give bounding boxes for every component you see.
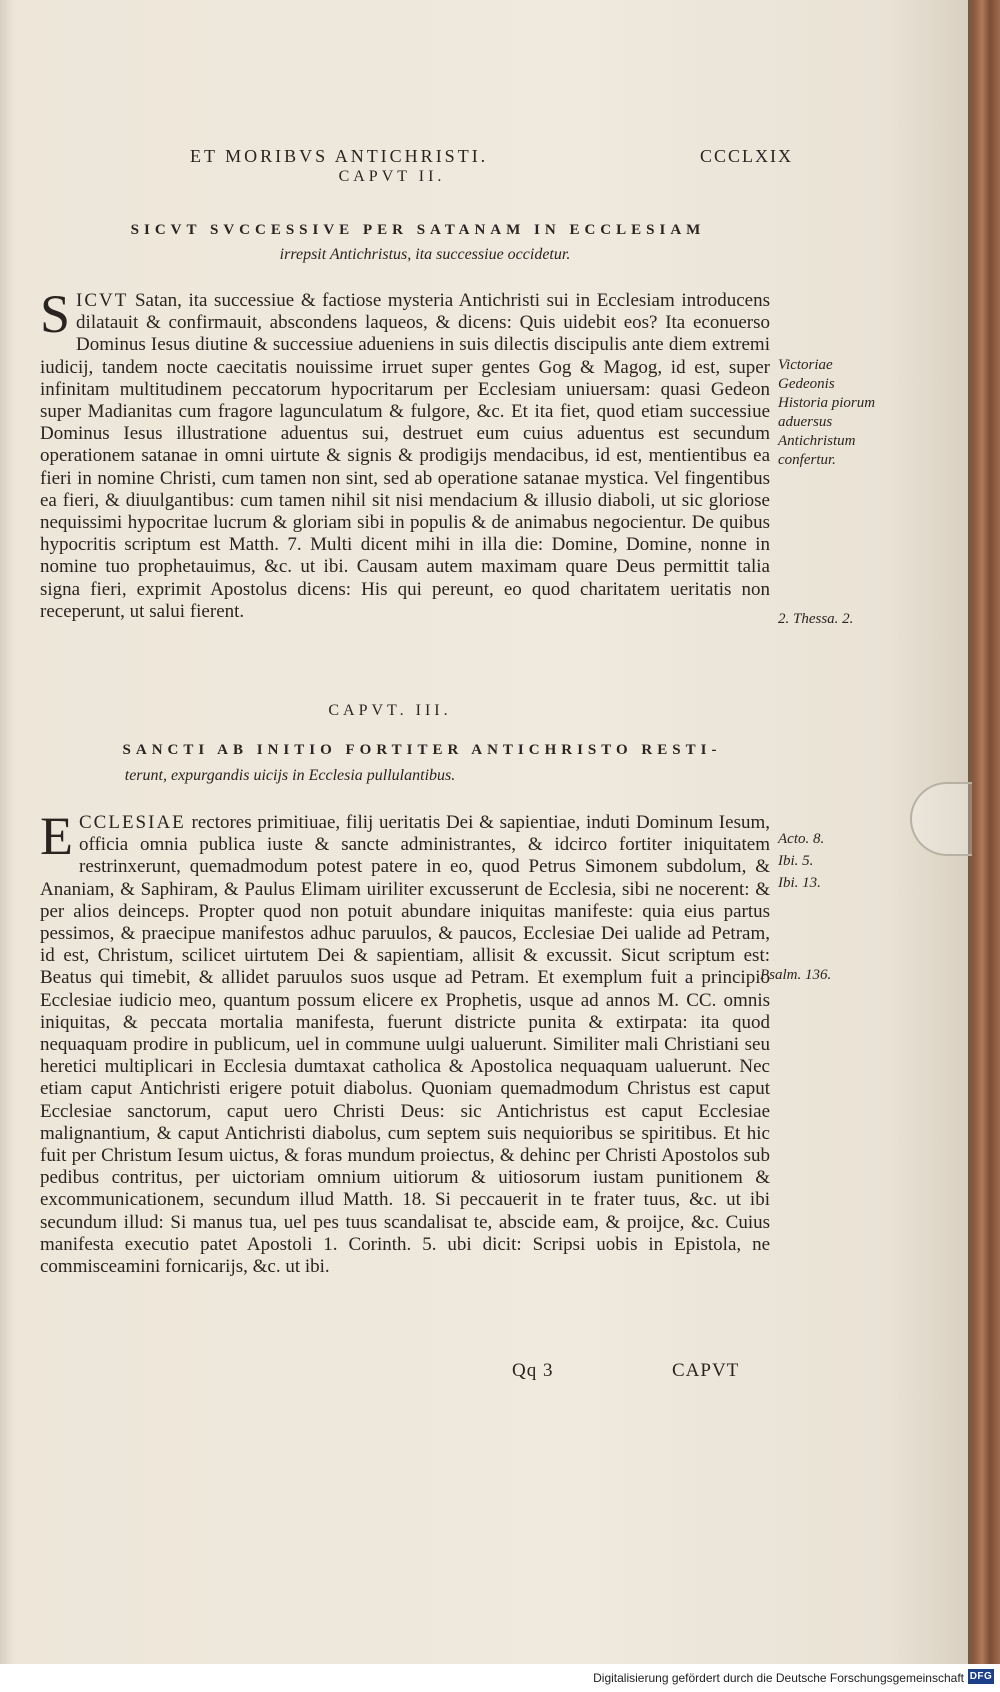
book-page-edge	[968, 0, 1000, 1664]
footer-credit: Digitalisierung gefördert durch die Deutsche Forschungsgemeinschaft	[593, 1671, 964, 1685]
margin-note-acto: Acto. 8.	[778, 831, 825, 847]
chapter-2-text: Satan, ita successiue & factiose mysteria Antichristi sui in Ecclesiam introducens dilatauit & confirmauit, abscondens laqueos, & dicens: Quis uidebit eos? Ita econuerso Dominus Iesus diutine & successiue adueniens in suis dilectis discipulis ante diem extremi iudicij, tandem nocte caecitatis nouissime irruet super gentes Gog & Magog, id est, super infinitam multitudinem peccatorum hypocritarum per Ecclesiam uniuersam: quasi Gedeon super Madianitas cum fragore lagunculatum & fulgore, &c. Et ita fiet, quod etiam successiue Dominus Iesus illustratione aduentus sui, destruet eum cuius aduentus est secundum operationem satanae in omni uirtute & signis & prodigijs mendacibus, id est, mentientibus ea fieri in nomine Christi, cum tamen non sint, sed ab operatione satanae mystica. Vel fingentibus ea fieri, & diuulgantibus: cum tamen nihil sit nisi mendacium & illusio diaboli, ut sic gloriose nequissimi hypocritae lucrum & gloriam sibi in populis & de animabus negocientur. De quibus hypocritis scriptum est Matth. 7. Multi dicent mihi in illa die: Domine, Domine, nonne in nomine tuo prophetauimus, &c. ut ibi. Causam autem maximam quare Deus permittit talia signa fieri, exprimit Apostolus dicens: His qui pereunt, eo quod charitatem ueritatis non receperunt, ut salui fierent.	[40, 290, 770, 622]
margin-note-thessa: 2. Thessa. 2.	[778, 611, 854, 627]
margin-note-ibi13: Ibi. 13.	[778, 875, 821, 891]
signature-mark: Qq 3	[512, 1360, 554, 1381]
chapter-3-title: CAPVT. III.	[328, 702, 452, 719]
chapter-2-body	[40, 290, 770, 685]
margin-note-ibi5: Ibi. 5.	[778, 853, 814, 869]
catchword: CAPVT	[672, 1360, 740, 1381]
chapter-3-heading-cont: terunt, expurgandis uicijs in Ecclesia pullulantibus.	[124, 767, 456, 784]
margin-note-gedeon: Victoriae Gedeonis Historia piorum aduersus Antichristum confertur.	[778, 357, 876, 468]
chapter-2-title: CAPVT II.	[338, 168, 446, 185]
chapter-3-body	[40, 812, 770, 1352]
dfg-logo-icon: DFG	[969, 1671, 993, 1682]
chapter-2-dropcap: S	[40, 290, 71, 344]
chapter-3-heading: SANCTI AB INITIO FORTITER ANTICHRISTO RESTI-	[122, 742, 722, 758]
chapter-2-heading-cont: irrepsit Antichristus, ita successiue occidetur.	[279, 246, 571, 263]
chapter-2-lead: ICVT	[76, 290, 129, 311]
chapter-3-dropcap: E	[40, 812, 73, 866]
chapter-2-heading: SICVT SVCCESSIVE PER SATANAM IN ECCLESIAM	[130, 222, 706, 238]
chapter-3-text: rectores primitiuae, filij ueritatis Dei & sapientiae, induti Dominum Iesum, officia omnia publica iuste & sancte administrantes, & idcirco fortiter iniquitatem restrinxerunt, quemadmodum potest patere in eo, quod Petrus Simonem subdolum, & Ananiam, & Saphiram, & Paulus Elimam uiriliter excusserunt de Ecclesia, sibi ne nocerent: & per alios deinceps. Propter quod non potuit abundare iniquitas manifeste: quia eius partus pessimos, & praecipue manifestos adhuc paruulos, & paucos, Ecclesiae Dei ualide ad Petram, id est, Christum, scilicet uirtutem Dei & sapientiam, allisit & excussit. Sicut scriptum est: Beatus qui timebit, & allidet paruulos suos usque ad Petram. Et exemplum fuit a principio Ecclesiae iudicio meo, quantum possum elicere ex Prophetis, usque ad annos M. CC. omnis iniquitas, & peccata mortalia manifesta, fuerunt districte punita & extirpata: ita quod nequaquam prodire in publicum, uel in commune uulgi ualuerunt. Similiter mali Christiani seu heretici multiplicari in Ecclesia dumtaxat catholica & Apostolica nequaquam ualuerunt. Nec etiam caput Antichristi erigere potuit diabolus. Quoniam quemadmodum Christus est caput Ecclesiae sanctorum, caput uero Christi Deus: sic Antichristus est caput Ecclesiae malignantium, & caput Antichristi diabolus, cum septem suis nequioribus se spiritibus. Et hic fuit per Christum Iesum uictus, & foras mundum proiectus, & dehinc per Christi Apostolos sub pedibus contritus, per uictoriam omnium uitiorum & uitiosorum iustam punitionem & excommunicationem, secundum illud Matth. 18. Si peccauerit in te frater tuus, &c. ut ibi secundum illud: Si manus tua, uel pes tuus scandalisat te, abscide eam, & proijce, &c. Cuius manifesta executio patet Apostoli 1. Corinth. 5. ubi dicit: Scripsi uobis in Epistola, ne commisceamini fornicarijs, &c. ut ibi.	[40, 812, 770, 1278]
folio-number: CCCLXIX	[700, 146, 794, 166]
running-head: ET MORIBVS ANTICHRISTI.	[190, 146, 489, 166]
chapter-3-lead: CCLESIAE	[79, 812, 186, 833]
margin-note-psalm: Psalm. 136.	[760, 967, 832, 983]
